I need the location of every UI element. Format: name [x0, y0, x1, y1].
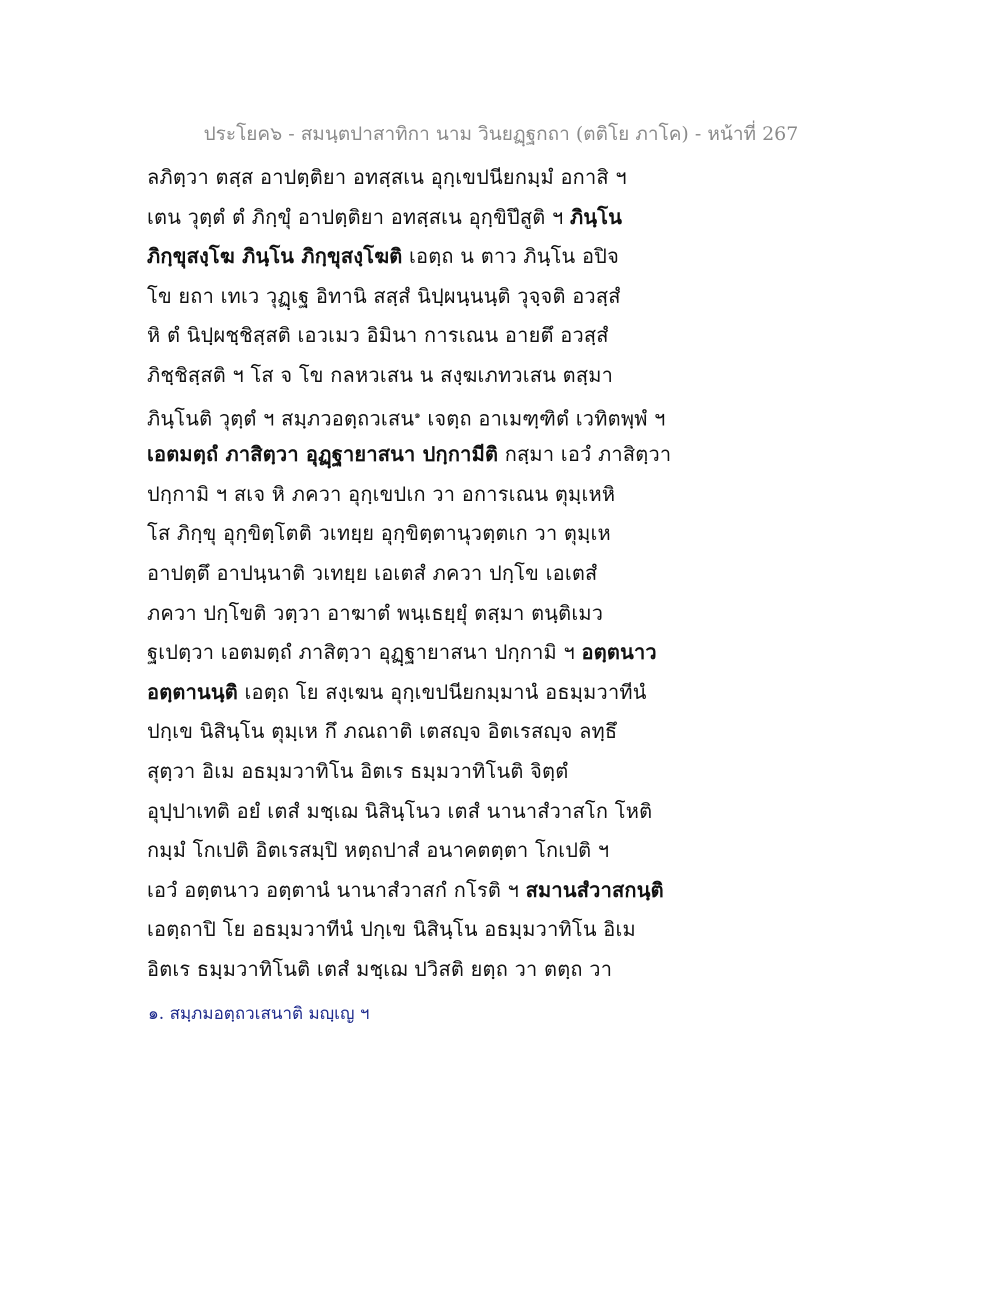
text-line	[147, 475, 667, 515]
bold-term: อตฺตานนฺติ	[147, 679, 238, 704]
text-segment: เตน วุตฺตํ ตํ ภิกฺขุํ อาปตฺติยา อทสฺสเน อุกฺขิปึสูติ ฯ	[147, 204, 571, 229]
text-segment: กสฺมา เอวํ ภาสิตฺวา	[498, 442, 672, 467]
text-segment: ปกฺกามิ ฯ สเจ หิ ภควา อุกฺเขปเก วา อการเณน ตุมฺเหหิ	[147, 481, 616, 506]
body-text	[147, 158, 672, 989]
text-line	[147, 594, 667, 634]
text-segment: เจตฺถ อาเมฑฺฑิตํ เวทิตพฺพํ ฯ	[420, 406, 666, 431]
text-line	[147, 673, 667, 713]
text-line	[147, 356, 667, 396]
bold-term: อตฺตนาว	[581, 640, 657, 665]
text-line	[147, 514, 667, 554]
text-line	[147, 237, 667, 277]
text-segment: ภควา ปกฺโขติ วตฺวา อาฆาตํ พนฺเธยฺยุํ ตสฺมา ตนฺติเมว	[147, 600, 604, 625]
text-segment: อิตเร ธมฺมวาทิโนติ เตสํ มชฺเฌ ปวิสติ ยตฺถ วา ตตฺถ วา	[147, 956, 613, 981]
text-segment: กมฺมํ โกเปติ อิตเรสมฺปิ หตฺถปาสํ อนาคตตฺตา โกเปติ ฯ	[147, 838, 610, 863]
text-line	[147, 950, 667, 990]
footnote	[148, 1000, 369, 1027]
bold-term: ภิกฺขุสงฺโฆ ภินฺโน ภิกฺขุสงฺโฆติ	[147, 244, 403, 269]
text-segment: อุปฺปาเทติ อยํ เตสํ มชฺเฌ นิสินฺโนว เตสํ นานาสํวาสโก โหติ	[147, 798, 653, 823]
text-segment: ปกฺเข นิสินฺโน ตุมฺเห กึ ภณถาติ เตสญฺจ อิตเรสญฺจ ลทฺธึ	[147, 719, 618, 744]
text-segment: ลภิตฺวา ตสฺส อาปตฺติยา อทสฺสเน อุกฺเขปนียกมฺมํ อกาสิ ฯ	[147, 165, 627, 189]
text-line	[147, 435, 672, 475]
text-segment: ภินฺโนติ วุตฺตํ ฯ สมฺภวอตฺถวเสน	[147, 406, 415, 431]
text-line	[147, 752, 667, 792]
text-line	[147, 831, 667, 871]
text-segment: เอตฺถ น ตาว ภินฺโน อปิจ	[402, 244, 619, 269]
text-line	[147, 316, 667, 356]
text-segment: เอตฺถ โย สงฺเฆน อุกฺเขปนียกมฺมานํ อธมฺมวาทีนํ	[237, 679, 647, 704]
text-line	[147, 712, 667, 752]
text-line	[147, 554, 667, 594]
text-line	[147, 158, 667, 198]
text-line	[147, 277, 667, 317]
text-segment: สุตฺวา อิเม อธมฺมวาทิโน อิตเร ธมฺมวาทิโนติ จิตฺตํ	[147, 758, 569, 783]
text-segment: อาปตฺตึ อาปนฺนาติ วเทยฺย เอเตสํ ภควา ปกฺโข เอเตสํ	[147, 560, 598, 585]
text-line	[147, 871, 667, 911]
page-header-text: ประโยค๖ - สมนฺตปาสาทิกา นาม วินยฏฺฐกถา (ตติโย ภาโค) - หน้าที่ 267	[203, 123, 799, 145]
text-segment: โส ภิกฺขุ อุกฺขิตฺโตติ วเทยฺย อุกฺขิตฺตานุวตฺตเก วา ตุมฺเห	[147, 521, 611, 546]
bold-term: เอตมตฺถํ ภาสิตฺวา อุฏฺฐายาสนา ปกฺกามีติ	[147, 442, 499, 467]
bold-term: สมานสํวาสกนฺติ	[525, 877, 664, 902]
text-line	[147, 910, 667, 950]
page-header	[0, 119, 1000, 149]
text-line	[147, 396, 667, 436]
text-segment: หิ ตํ นิปฺผชฺชิสฺสติ เอวเมว อิมินา การเณน อายตึ อวสฺสํ	[147, 323, 609, 348]
text-segment: เอวํ อตฺตนาว อตฺตานํ นานาสํวาสกํ กโรติ ฯ	[147, 877, 526, 902]
text-segment: โข ยถา เทเว วุฏฺเฐ อิทานิ สสฺสํ นิปฺผนฺนนฺติ วุจฺจติ อวสฺสํ	[147, 283, 621, 308]
text-segment: ภิชฺชิสฺสติ ฯ โส จ โข กลหวเสน น สงฺฆเภทวเสน ตสฺมา	[147, 362, 614, 387]
text-segment: ฐเปตฺวา เอตมตฺถํ ภาสิตฺวา อุฏฺฐายาสนา ปกฺกามิ ฯ	[147, 640, 582, 665]
text-line	[147, 633, 667, 673]
text-segment: เอตฺถาปิ โย อธมฺมวาทีนํ ปกฺเข นิสินฺโน อธมฺมวาทิโน อิเม	[147, 917, 636, 942]
footnote-text: ๑. สมฺภมอตฺถวเสนาติ มญฺเญ ฯ	[148, 1004, 370, 1024]
text-line	[147, 198, 667, 238]
footnote-marker: ๑	[414, 409, 421, 421]
bold-term: ภินฺโน	[570, 204, 623, 229]
text-line	[147, 792, 667, 832]
